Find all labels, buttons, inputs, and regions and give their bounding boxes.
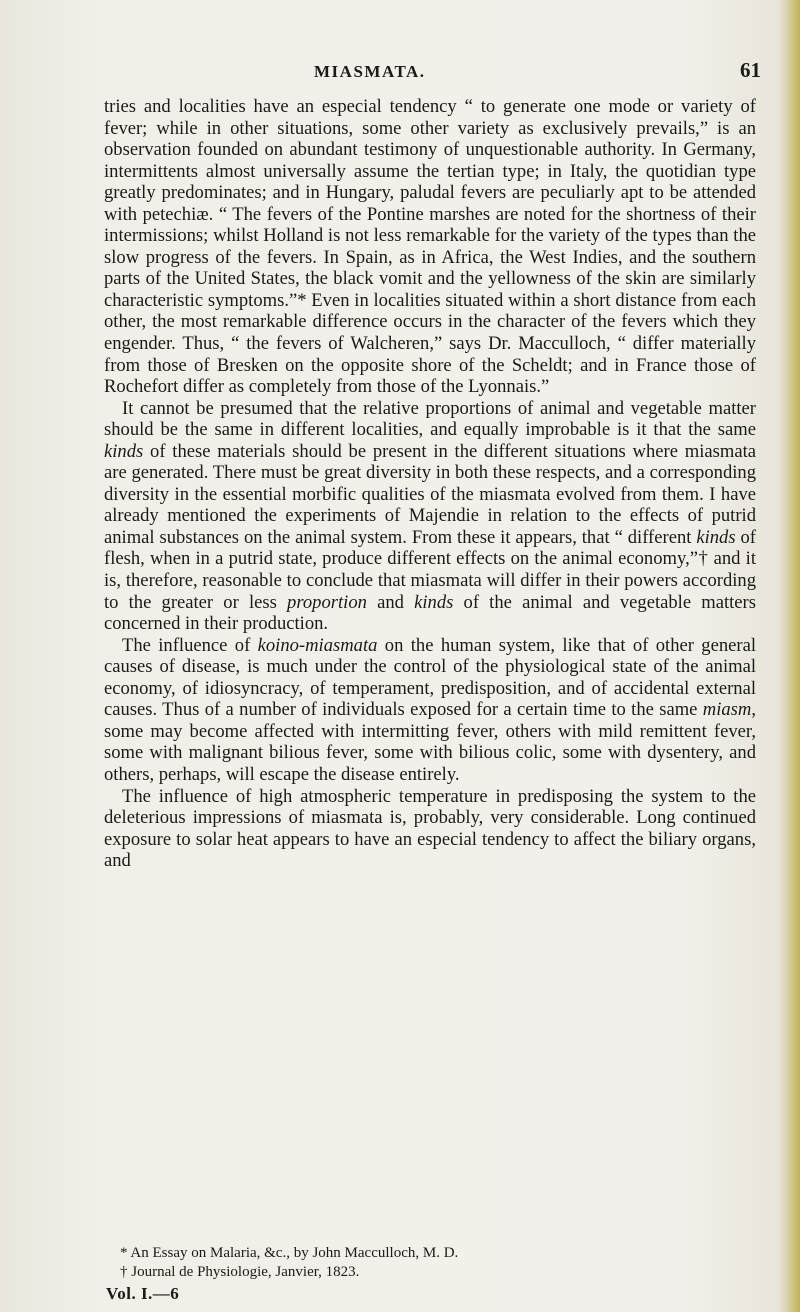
italic-text: kinds bbox=[104, 440, 144, 462]
text-run: , some may become affected with intermitting fever, others with mild remittent fever, some with malignant bilious fever, some with bilious colic, some with dysentery, and others, perhaps, will escape the disease entirely. bbox=[104, 699, 756, 785]
paragraph bbox=[104, 398, 756, 635]
text-run: of the animal and vegetable matters concerned in their production. bbox=[104, 591, 756, 635]
page-edge-stain bbox=[778, 0, 800, 1312]
italic-text: miasm bbox=[702, 699, 752, 721]
body-text bbox=[104, 96, 756, 872]
text-run: of flesh, when in a putrid state, produce different effects on the animal economy,”† and it is, therefore, reasonable to conclude that miasmata will differ in their powers according to the greater or less bbox=[104, 526, 756, 613]
footnotes bbox=[104, 1244, 756, 1282]
paragraph bbox=[104, 635, 756, 786]
text-run: It cannot be presumed that the relative proportions of animal and vegetable matter should be the same in different localities, and equally improbable is it that the same bbox=[104, 397, 756, 441]
footnote: † Journal de Physiologie, Janvier, 1823. bbox=[120, 1264, 360, 1280]
text-run: on the human system, like that of other general causes of disease, is much under the control of the physiological state of the animal economy, of idiosyncracy, of temperament, predisposition, and of accidental external causes. Thus of a number of individuals exposed for a certain time to the same bbox=[104, 634, 756, 721]
italic-text: koino-miasmata bbox=[257, 634, 378, 656]
footnote: * An Essay on Malaria, &c., by John Macculloch, M. D. bbox=[120, 1245, 459, 1261]
text-run: The influence of bbox=[122, 634, 258, 656]
text-run: and bbox=[366, 591, 415, 613]
signature-mark: Vol. I.—6 bbox=[106, 1284, 180, 1303]
page-header bbox=[0, 58, 800, 86]
text-run: tries and localities have an especial tendency “ to generate one mode or variety of fever; while in other situations, some other variety as exclusively prevails,” is an observation founded on abundant testimony of unquestionable authority. In Germany, intermittents almost universally assume the tertian type; in Italy, the quotidian type greatly predominates; and in Hungary, paludal fevers are peculiarly apt to be attended with petechiæ. “ The fevers of the Pontine marshes are noted for the shortness of their intermissions; whilst Holland is not less remarkable for the variety of the types than the slow progress of the fevers. In Spain, as in Africa, the West Indies, and the southern parts of the United States, the black vomit and the yellowness of the skin are similarly characteristic symptoms.”* Even in localities situated within a short distance from each other, the most remarkable difference occurs in the character of the fevers which they engender. Thus, “ the fevers of Walcheren,” says Dr. Macculloch, “ differ materially from those of Bresken on the opposite shore of the Scheldt; and in France those of Rochefort differ as completely from those of the Lyonnais.” bbox=[104, 96, 756, 398]
paragraph bbox=[104, 96, 756, 398]
text-run: The influence of high atmospheric temperature in predisposing the system to the deleterious impressions of miasmata is, probably, very considerable. Long continued exposure to solar heat appears to have an especial tendency to affect the biliary organs, and bbox=[104, 785, 756, 872]
italic-text: kinds bbox=[696, 526, 736, 548]
italic-text: proportion bbox=[287, 591, 367, 613]
page-number: 61 bbox=[740, 58, 761, 82]
paragraph bbox=[104, 786, 756, 872]
text-run: of these materials should be present in the different situations where miasmata are generated. There must be great diversity in both these respects, and a corresponding diversity in the essential morbific qualities of the miasmata evolved from them. I have already mentioned the experiments of Majendie in relation to the effects of putrid animal substances on the animal system. From these it appears, that “ different bbox=[104, 440, 756, 548]
italic-text: kinds bbox=[414, 591, 454, 613]
running-head: MIASMATA. bbox=[314, 62, 426, 81]
